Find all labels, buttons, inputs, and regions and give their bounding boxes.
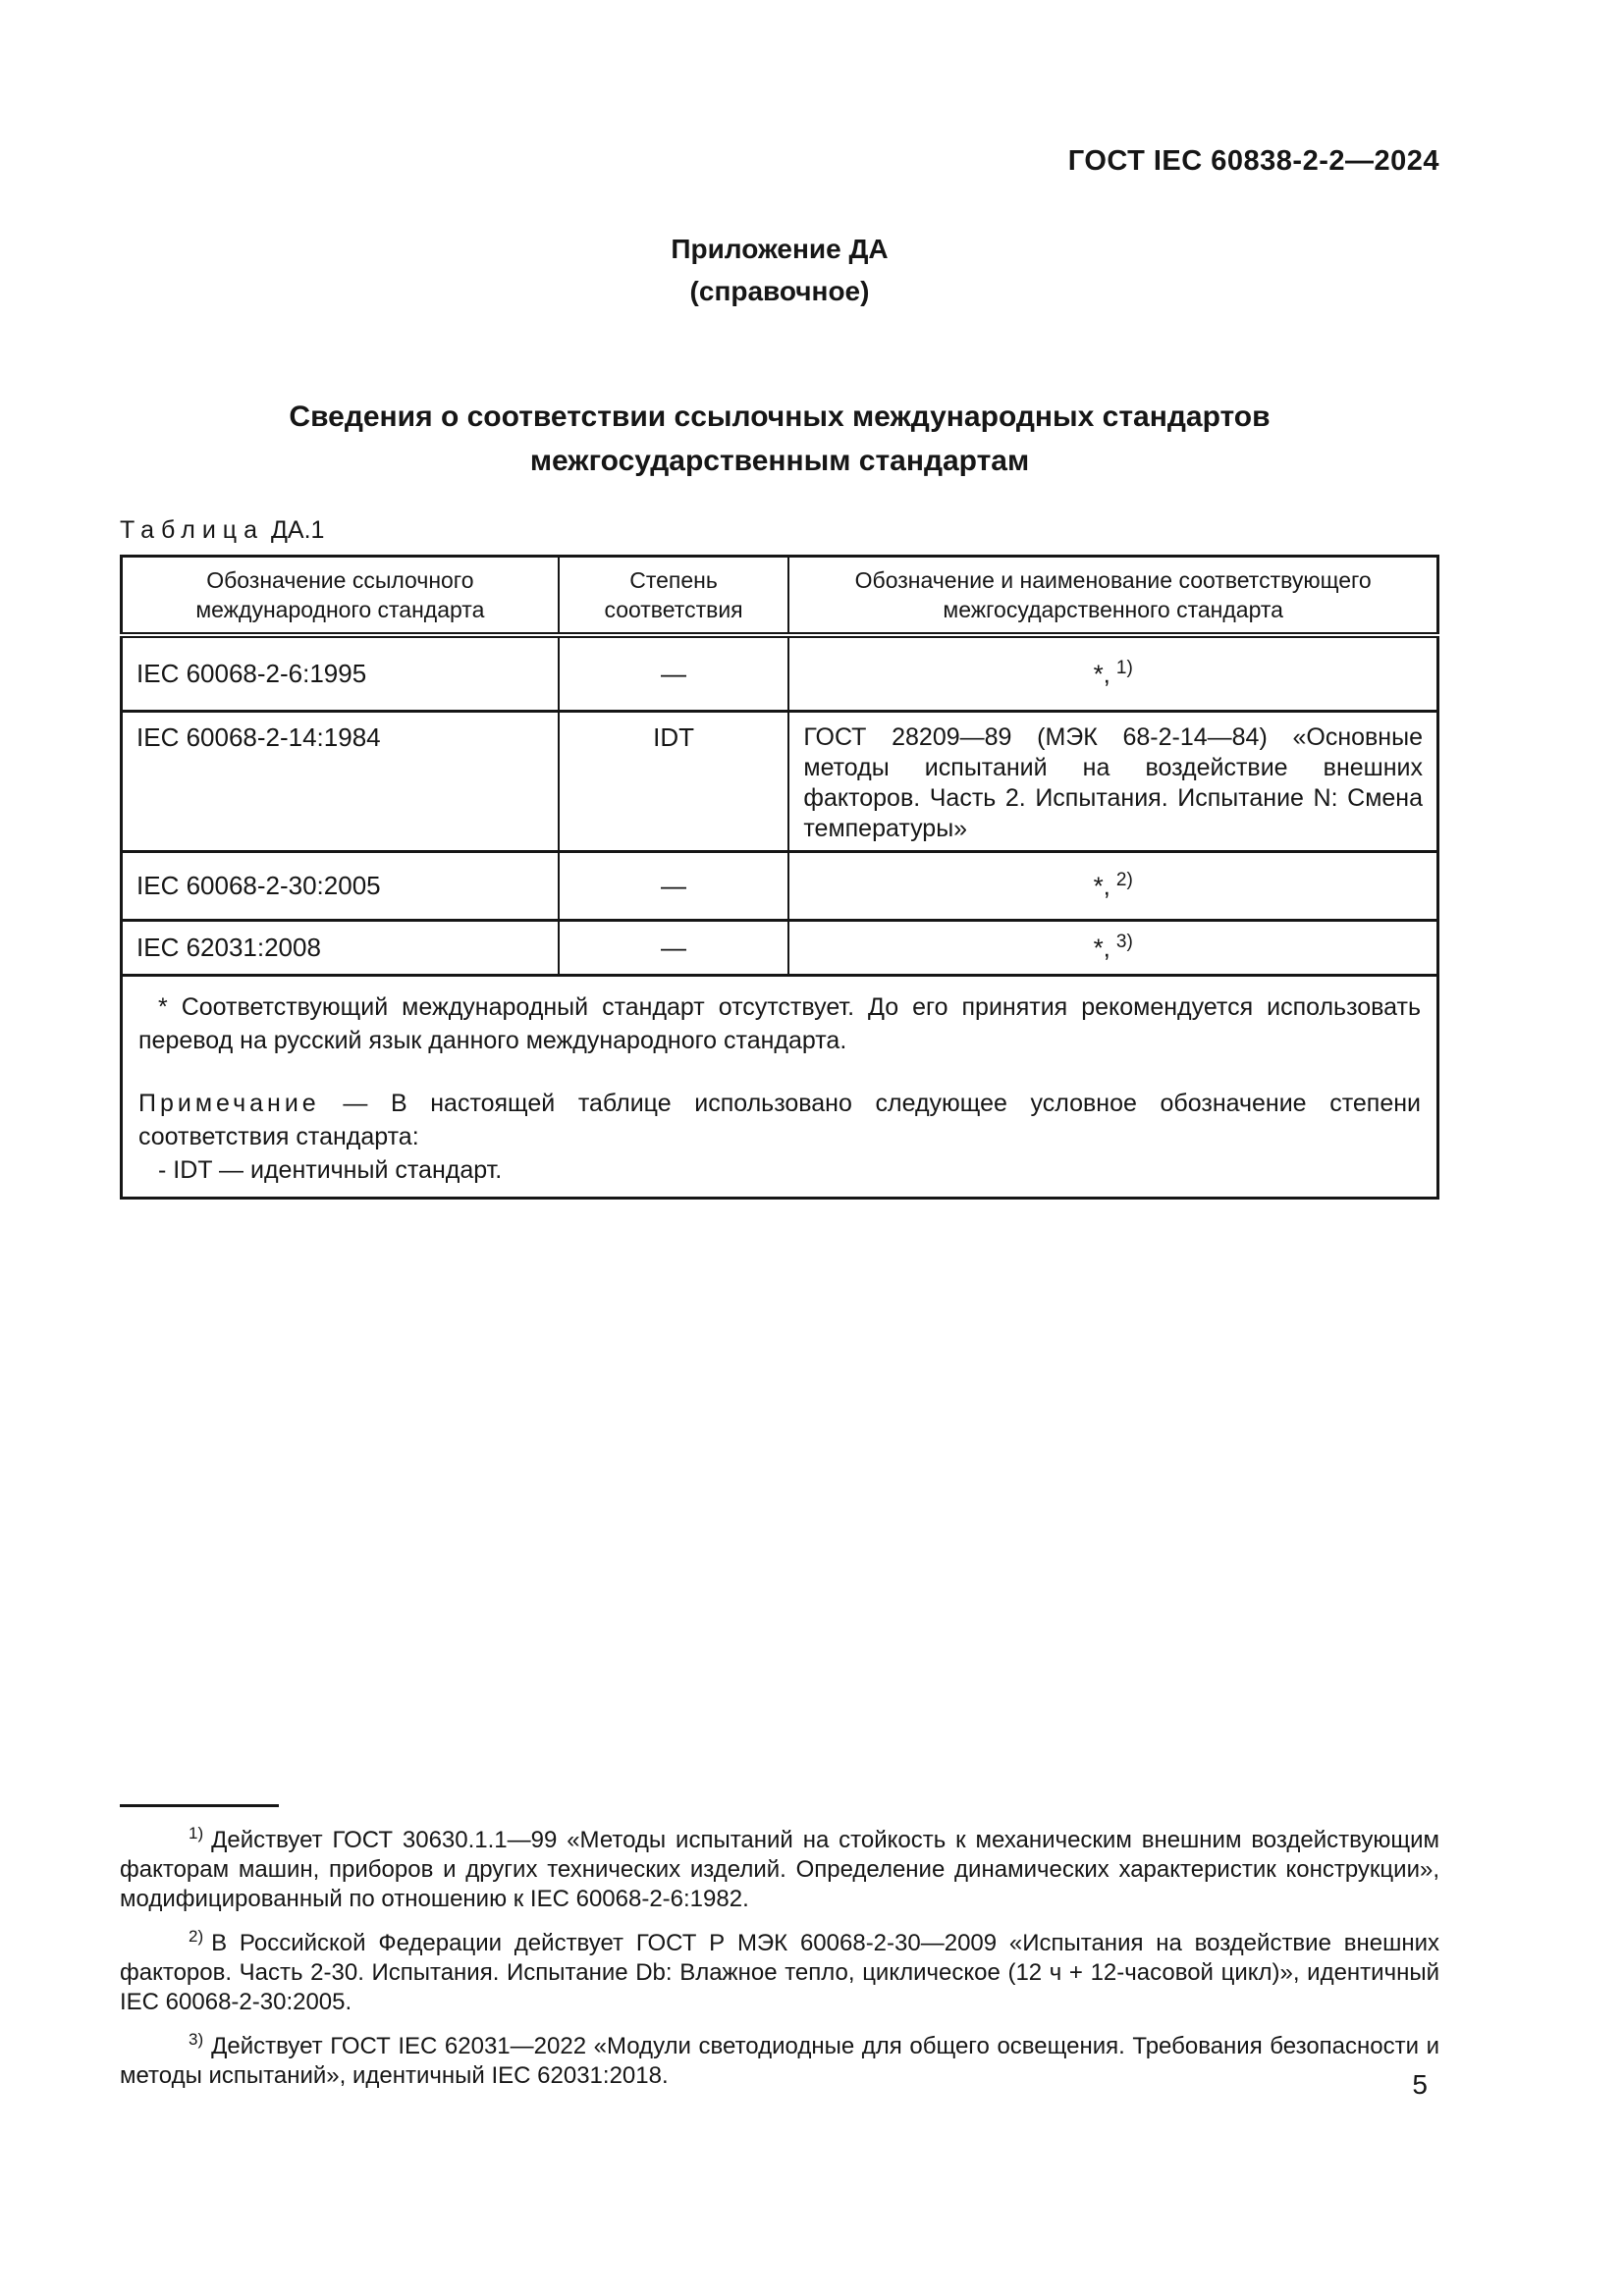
table-row [122,711,1438,851]
cell-interstate [788,635,1437,711]
table-notes-cell [122,975,1438,1198]
document-code-header: ГОСТ IEC 60838-2-2—2024 [1067,145,1439,177]
cell-reference: IEC 60068-2-30:2005 [122,851,559,920]
remark-label: Примечание [138,1089,320,1117]
remark-text: — В настоящей таблице использовано следующее условное обозначение степени соответствия стандарта: [138,1089,1421,1150]
footnote-star: *, [1093,871,1110,901]
footnote-star: *, [1093,659,1110,689]
footnote-3-marker: 3) [189,2030,204,2049]
footnote-ref: 2) [1115,869,1133,890]
document-title-line1: Сведения о соответствии ссылочных международных стандартов [289,400,1271,433]
cell-degree: — [559,851,789,920]
cell-degree: — [559,920,789,975]
cell-reference: IEC 60068-2-14:1984 [122,711,559,851]
footnote-1-marker: 1) [189,1824,204,1842]
table-header-row [122,557,1438,636]
cell-reference: IEC 60068-2-6:1995 [122,635,559,711]
table-row [122,635,1438,711]
document-title-line2: межгосударственным стандартам [529,445,1030,477]
cell-interstate [788,920,1437,975]
column-header-interstate-standard: Обозначение и наименование соответствующего межгосударственного стандарта [788,557,1437,636]
footnote-2-marker: 2) [189,1927,204,1946]
cell-degree: IDT [559,711,789,851]
footnote-ref: 3) [1115,931,1133,952]
footnote-1-text: Действует ГОСТ 30630.1.1—99 «Методы испытаний на стойкость к механическим внешним воздействующим факторам машин, приборов и других технических изделий. Определение динамических характеристик конструкции», модифицированный по отношению к IEC 60068-2-6:1982. [120,1827,1439,1912]
footnote-separator [120,1804,279,1807]
footnote-3-text: Действует ГОСТ IEC 62031—2022 «Модули светодиодные для общего освещения. Требования безопасности и методы испытаний», идентичный IEC 62031:2018. [120,2033,1439,2089]
footnote-ref: 1) [1115,657,1133,678]
appendix-heading [120,228,1439,312]
footnote-2-text: В Российской Федерации действует ГОСТ Р МЭК 60068-2-30—2009 «Испытания на воздействие внешних факторов. Часть 2-30. Испытания. Испытание Db: Влажное тепло, циклическое (12 ч + 12-часовой цикл)», идентичный IEC 60068-2-30:2005. [120,1930,1439,2015]
appendix-title: Приложение ДА [671,234,889,264]
cell-reference: IEC 62031:2008 [122,920,559,975]
footnote-star: *, [1093,933,1110,963]
cell-interstate: ГОСТ 28209—89 (МЭК 68-2-14—84) «Основные методы испытаний на воздействие внешних факторов. Часть 2. Испытания. Испытание N: Смена температуры» [788,711,1437,851]
footnote-1 [120,1819,1439,1914]
column-header-reference-standard: Обозначение ссылочного международного стандарта [122,557,559,636]
table-row [122,851,1438,920]
correspondence-table [120,555,1439,1200]
footnote-2 [120,1922,1439,2017]
table-caption-label: Таблица [120,516,265,544]
appendix-subtitle: (справочное) [689,276,870,306]
footnotes-section [120,1804,1439,2099]
table-row [122,920,1438,975]
remark-item-idt: - IDT — идентичный стандарт. [158,1155,503,1184]
document-title [120,395,1439,483]
table-caption-number: ДА.1 [270,516,325,544]
cell-degree: — [559,635,789,711]
table-notes-row [122,975,1438,1198]
table-footnote: * Соответствующий международный стандарт отсутствует. До его принятия рекомендуется использовать перевод на русский язык данного международного стандарта. [138,992,1421,1054]
column-header-degree: Степень соответствия [559,557,789,636]
page-number: 5 [1412,2069,1428,2100]
table-remark [138,1087,1421,1153]
cell-interstate [788,851,1437,920]
table-caption [120,516,1439,545]
